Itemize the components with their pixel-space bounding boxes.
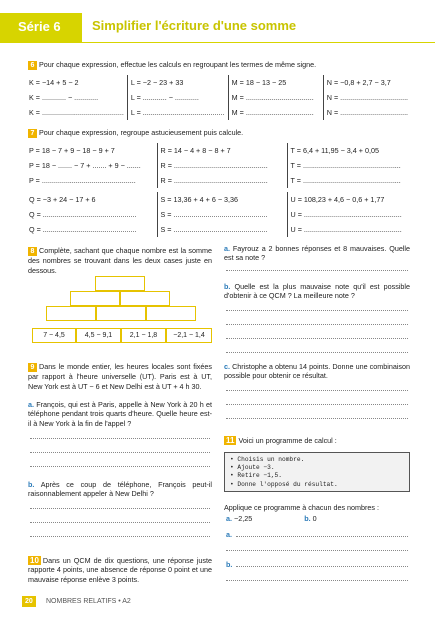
answer-line[interactable] — [226, 390, 408, 391]
answer-line[interactable] — [30, 452, 210, 453]
ex10-number: 10 — [30, 556, 39, 565]
answer-line[interactable] — [226, 310, 408, 311]
answer-line[interactable] — [30, 438, 210, 439]
table-row: Q = −3 + 24 − 17 + 6 S = 13,36 + 4 + 6 − 3,36 U = 108,23 + 4,6 − 0,6 + 1,77 — [26, 192, 418, 207]
ex11-answer-a-label: a. — [226, 530, 232, 539]
answer-line[interactable] — [30, 522, 210, 523]
pyramid-base-cell: 7 − 4,5 — [32, 328, 76, 343]
table-row: P = 18 − ....... − 7 + ....... + 9 − ....... R = ............................................... T = ................................................. — [26, 158, 418, 173]
answer-line[interactable] — [226, 418, 408, 419]
answer-line[interactable] — [30, 536, 210, 537]
ex9-text: 9 Dans le monde entier, les heures locales sont fixées par rapport à l'heure universelle (UT). Paris est à UT, New York est à UT − 6 et New Delhi est à UT + 4 h 30. — [28, 362, 212, 391]
ex9-question-b: b. Après ce coup de téléphone, François peut-il raisonnablement appeler à New Delhi ? — [28, 480, 212, 499]
table-row: P = ............................................... R = ............................................... T = ................................................. — [26, 173, 418, 188]
answer-line[interactable] — [236, 536, 408, 537]
table-row: K = ......................................... L = ......................................... M = .................................. N = .................................. — [26, 105, 418, 120]
ex9-number: 9 — [28, 363, 37, 372]
table-row: K = −14 + 5 − 2 L = −2 − 23 + 33 M = 18 − 13 − 25 N = −0,8 + 2,7 − 3,7 — [26, 75, 418, 90]
answer-line[interactable] — [30, 508, 210, 509]
answer-line[interactable] — [226, 270, 408, 271]
answer-line[interactable] — [226, 580, 408, 581]
pyramid-base-cell: 2,1 − 1,8 — [121, 328, 166, 343]
ex7-instruction: 7 Pour chaque expression, regroupe astucieusement puis calcule. — [28, 128, 418, 138]
pyramid-cell[interactable] — [120, 291, 170, 306]
pyramid-cell[interactable] — [96, 306, 146, 321]
table-row: Q = ............................................... S = ............................................... U = ................................................. — [26, 222, 418, 237]
footer-text: NOMBRES RELATIFS • A2 — [46, 598, 131, 605]
answer-line[interactable] — [226, 352, 408, 353]
ex11-apply: Applique ce programme à chacun des nombres : — [224, 503, 380, 512]
answer-line[interactable] — [226, 550, 408, 551]
ex6-number: 6 — [28, 61, 37, 70]
ex11-answer-b-label: b. — [226, 560, 233, 569]
ex7-number: 7 — [28, 129, 37, 138]
serie-badge: Série 6 — [0, 13, 82, 43]
ex11-title: 11 Voici un programme de calcul : — [226, 436, 337, 445]
pyramid-base-cell: 4,5 − 9,1 — [76, 328, 121, 343]
ex10-question-c: c. Christophe a obtenu 14 points. Donne une combinaison possible pour obtenir ce résultat. — [224, 362, 410, 381]
ex8-number: 8 — [28, 247, 37, 256]
pyramid-cell[interactable] — [146, 306, 196, 321]
table-row: Q = ............................................... S = ............................................... U = ................................................. — [26, 207, 418, 222]
ex10-question-a: a. Fayrouz a 2 bonnes réponses et 8 mauvaises. Quelle est sa note ? — [224, 244, 411, 263]
pyramid-cell[interactable] — [70, 291, 120, 306]
ex6-table — [26, 75, 418, 120]
ex7-table-top — [26, 143, 418, 188]
pyramid-cell[interactable] — [95, 276, 145, 291]
pyramid-cell[interactable] — [46, 306, 96, 321]
program-box: • Choisis un nombre. • Ajoute −3. • Retire −1,5. • Donne l'opposé du résultat. — [224, 452, 410, 492]
table-row: K = ............ − ............ L = ............ − ............ M = .................................. N = .................................. — [26, 90, 418, 105]
header-rule — [82, 42, 435, 43]
page-number: 20 — [22, 596, 36, 607]
answer-line[interactable] — [226, 338, 408, 339]
ex7-table-bottom — [26, 192, 418, 237]
ex8-text: 8 Complète, sachant que chaque nombre est la somme des nombres se trouvant dans les deux cases juste en dessous. — [28, 246, 212, 275]
answer-line[interactable] — [226, 324, 408, 325]
ex10-text: 10 Dans un QCM de dix questions, une réponse juste rapporte 4 points, une absence de réponse 0 point et une mauvaise réponse enlève 3 points. — [28, 556, 212, 584]
answer-line[interactable] — [30, 466, 210, 467]
answer-line[interactable] — [236, 566, 408, 567]
ex11-number: 11 — [226, 436, 235, 445]
number-pyramid — [32, 276, 212, 346]
page-header — [0, 0, 435, 44]
answer-line[interactable] — [226, 404, 408, 405]
pyramid-base-cell: −2,1 − 1,4 — [166, 328, 212, 343]
ex9-question-a: a. François, qui est à Paris, appelle à New York à 20 h et téléphone pendant trois quarts d'heure. Quelle heure est-il à New York à la fin de l'appel ? — [28, 400, 212, 428]
ex6-instruction: 6 Pour chaque expression, effectue les calculs en regroupant les termes de même signe. — [28, 60, 418, 70]
ex11-values: a. −2,25 b. 0 — [226, 514, 317, 523]
ex10-question-b: b. Quelle est la plus mauvaise note qu'il est possible d'obtenir à ce QCM ? La meilleure note ? — [224, 282, 411, 301]
table-row: P = 18 − 7 + 9 − 18 − 9 + 7 R = 14 − 4 + 8 − 8 + 7 T = 6,4 + 11,95 − 3,4 + 0,05 — [26, 143, 418, 158]
page-title: Simplifier l'écriture d'une somme — [92, 18, 297, 33]
